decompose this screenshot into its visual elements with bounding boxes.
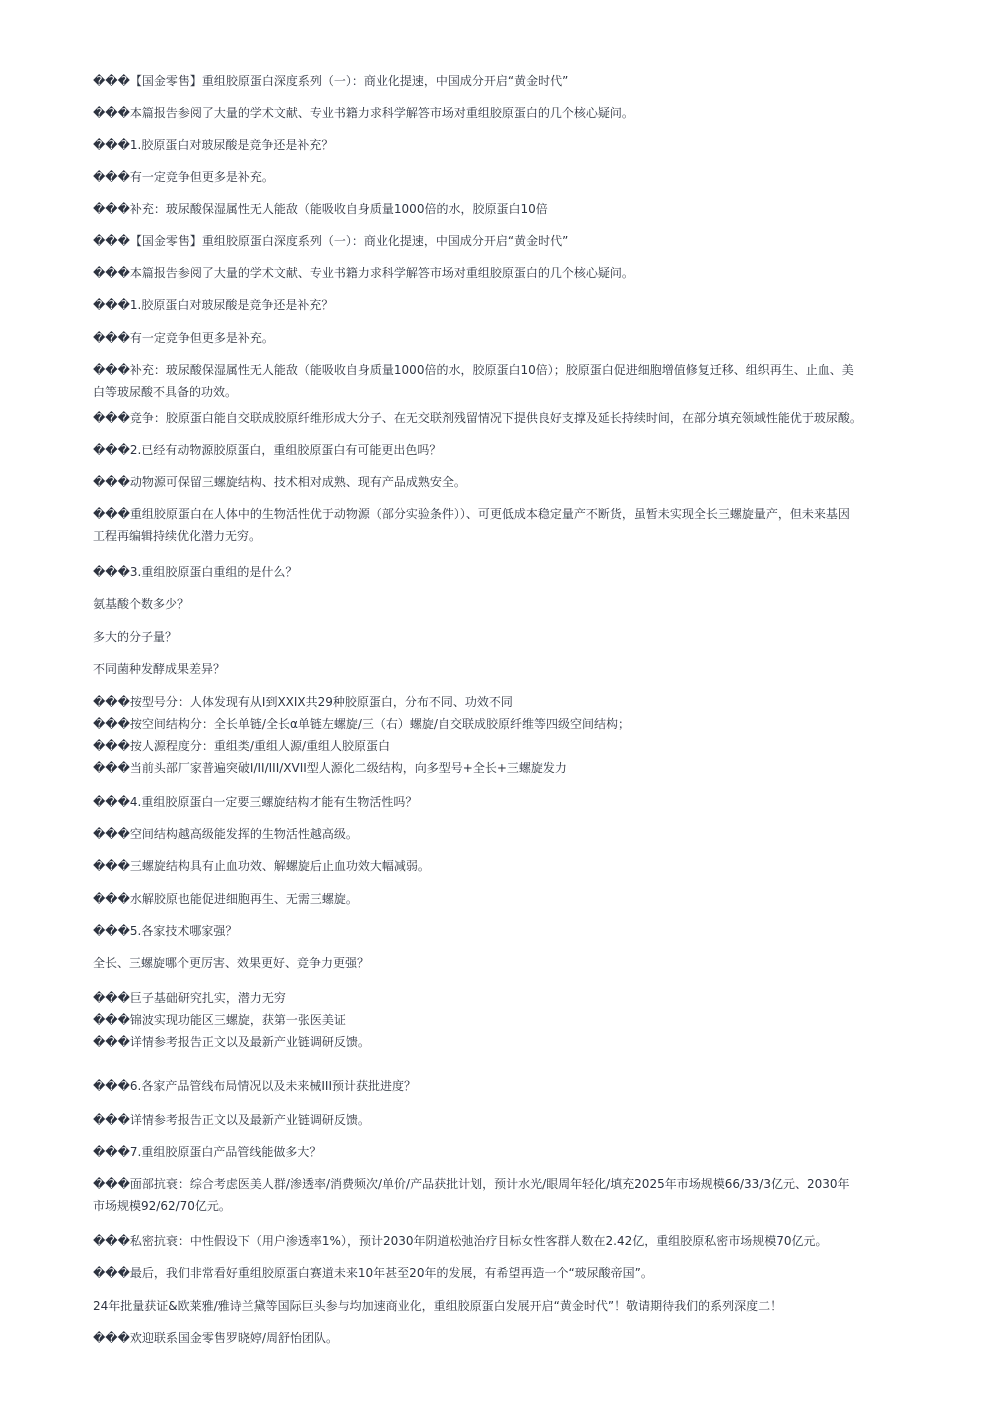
text-line: ���本篇报告参阅了大量的学术文献、专业书籍力求科学解答市场对重组胶原蛋白的几个核心疑问。: [93, 266, 634, 280]
paragraph: [93, 1075, 947, 1097]
text-line: ���当前头部厂家普遍突破I/II/III/XVII型人源化二级结构，向多型号+全长+三螺旋发力: [93, 761, 567, 775]
paragraph: [93, 70, 947, 92]
text-line: ���5.各家技术哪家强？: [93, 924, 238, 938]
paragraph: [93, 262, 947, 284]
text-line: ���私密抗衰：中性假设下（用户渗透率1%），预计2030年阴道松弛治疗目标女性客群人数在2.42亿，重组胶原私密市场规模70亿元。: [93, 1234, 828, 1248]
text-line: ���7.重组胶原蛋白产品管线能做多大？: [93, 1145, 322, 1159]
paragraph: [93, 1230, 947, 1252]
paragraph: [93, 1173, 947, 1217]
paragraph: [93, 1295, 947, 1317]
text-line: ���水解胶原也能促进细胞再生、无需三螺旋。: [93, 892, 358, 906]
paragraph: [93, 1262, 947, 1284]
text-line: ���空间结构越高级能发挥的生物活性越高级。: [93, 827, 358, 841]
paragraph: [93, 294, 947, 316]
text-line: 全长、三螺旋哪个更厉害、效果更好、竞争力更强？: [93, 956, 370, 970]
paragraph: [93, 102, 947, 124]
paragraph: [93, 561, 947, 583]
paragraph: [93, 626, 947, 648]
text-line: ���4.重组胶原蛋白一定要三螺旋结构才能有生物活性吗？: [93, 795, 418, 809]
text-line: ���【国金零售】重组胶原蛋白深度系列（一）：商业化提速，中国成分开启“黄金时代”: [93, 74, 569, 88]
text-line: 白等玻尿酸不具备的功效。: [93, 385, 238, 399]
text-line: 不同菌种发酵成果差异？: [93, 662, 226, 676]
text-line: 24年批量获证&欧莱雅/雅诗兰黛等国际巨头参与均加速商业化，重组胶原蛋白发展开启“黄金时代”！敬请期待我们的系列深度二！: [93, 1299, 783, 1313]
text-line: ���补充：玻尿酸保湿属性无人能敌（能吸收自身质量1000倍的水，胶原蛋白10倍）；胶原蛋白促进细胞增值修复迁移、组织再生、止血、美: [93, 363, 854, 377]
text-line: ���有一定竞争但更多是补充。: [93, 170, 274, 184]
text-line: ���6.各家产品管线布局情况以及未来械III预计获批进度？: [93, 1079, 416, 1093]
paragraph: [93, 359, 947, 403]
text-line: ���详情参考报告正文以及最新产业链调研反馈。: [93, 1113, 370, 1127]
paragraph: [93, 471, 947, 493]
paragraph: [93, 439, 947, 461]
paragraph: [93, 327, 947, 349]
text-line: ���2.已经有动物源胶原蛋白，重组胶原蛋白有可能更出色吗？: [93, 443, 442, 457]
paragraph: [93, 1109, 947, 1131]
text-line: ���详情参考报告正文以及最新产业链调研反馈。: [93, 1035, 370, 1049]
paragraph: [93, 1327, 947, 1349]
text-line: ���有一定竞争但更多是补充。: [93, 331, 274, 345]
paragraph: [93, 658, 947, 680]
paragraph: [93, 952, 947, 974]
text-line: 市场规模92/62/70亿元。: [93, 1199, 231, 1213]
text-line: ���3.重组胶原蛋白重组的是什么？: [93, 565, 298, 579]
text-line: ���三螺旋结构具有止血功效、解螺旋后止血功效大幅减弱。: [93, 859, 430, 873]
paragraph: [93, 166, 947, 188]
paragraph: [93, 920, 947, 942]
text-line: ���按空间结构分：全长单链/全长α单链左螺旋/三（右）螺旋/自交联成胶原纤维等四级空间结构；: [93, 717, 630, 731]
paragraph: [93, 855, 947, 877]
text-line: ���1.胶原蛋白对玻尿酸是竞争还是补充？: [93, 138, 334, 152]
paragraph: [93, 503, 947, 547]
paragraph: [93, 823, 947, 845]
text-line: ���动物源可保留三螺旋结构、技术相对成熟、现有产品成熟安全。: [93, 475, 466, 489]
paragraph: [93, 198, 947, 220]
paragraph: [93, 230, 947, 252]
paragraph: [93, 987, 947, 1053]
text-line: 多大的分子量？: [93, 630, 178, 644]
text-line: ���锦波实现功能区三螺旋，获第一张医美证: [93, 1013, 346, 1027]
paragraph: [93, 691, 947, 779]
text-line: ���欢迎联系国金零售罗晓婷/周舒怡团队。: [93, 1331, 338, 1345]
paragraph: [93, 593, 947, 615]
text-line: ���本篇报告参阅了大量的学术文献、专业书籍力求科学解答市场对重组胶原蛋白的几个核心疑问。: [93, 106, 634, 120]
text-line: ���面部抗衰：综合考虑医美人群/渗透率/消费频次/单价/产品获批计划，预计水光/眼周年轻化/填充2025年市场规模66/33/3亿元、2030年: [93, 1177, 850, 1191]
text-line: 氨基酸个数多少？: [93, 597, 190, 611]
text-line: ���竞争：胶原蛋白能自交联成胶原纤维形成大分子、在无交联剂残留情况下提供良好支撑及延长持续时间，在部分填充领域性能优于玻尿酸。: [93, 411, 862, 425]
text-line: ���重组胶原蛋白在人体中的生物活性优于动物源（部分实验条件））、可更低成本稳定量产不断货，虽暂未实现全长三螺旋量产，但未来基因: [93, 507, 850, 521]
text-line: ���按人源程度分：重组类/重组人源/重组人胶原蛋白: [93, 739, 391, 753]
text-line: ���补充：玻尿酸保湿属性无人能敌（能吸收自身质量1000倍的水，胶原蛋白10倍: [93, 202, 548, 216]
text-line: ���1.胶原蛋白对玻尿酸是竞争还是补充？: [93, 298, 334, 312]
paragraph: [93, 1141, 947, 1163]
text-line: 工程再编辑持续优化潜力无穷。: [93, 529, 262, 543]
text-line: ���巨子基础研究扎实，潜力无穷: [93, 991, 286, 1005]
text-line: ���按型号分：人体发现有从I到XXIX共29种胶原蛋白，分布不同、功效不同: [93, 695, 513, 709]
text-line: ���最后，我们非常看好重组胶原蛋白赛道未来10年甚至20年的发展，有希望再造一个“玻尿酸帝国”。: [93, 1266, 653, 1280]
paragraph: [93, 791, 947, 813]
paragraph: [93, 888, 947, 910]
paragraph: [93, 407, 947, 429]
text-line: ���【国金零售】重组胶原蛋白深度系列（一）：商业化提速，中国成分开启“黄金时代”: [93, 234, 569, 248]
paragraph: [93, 134, 947, 156]
